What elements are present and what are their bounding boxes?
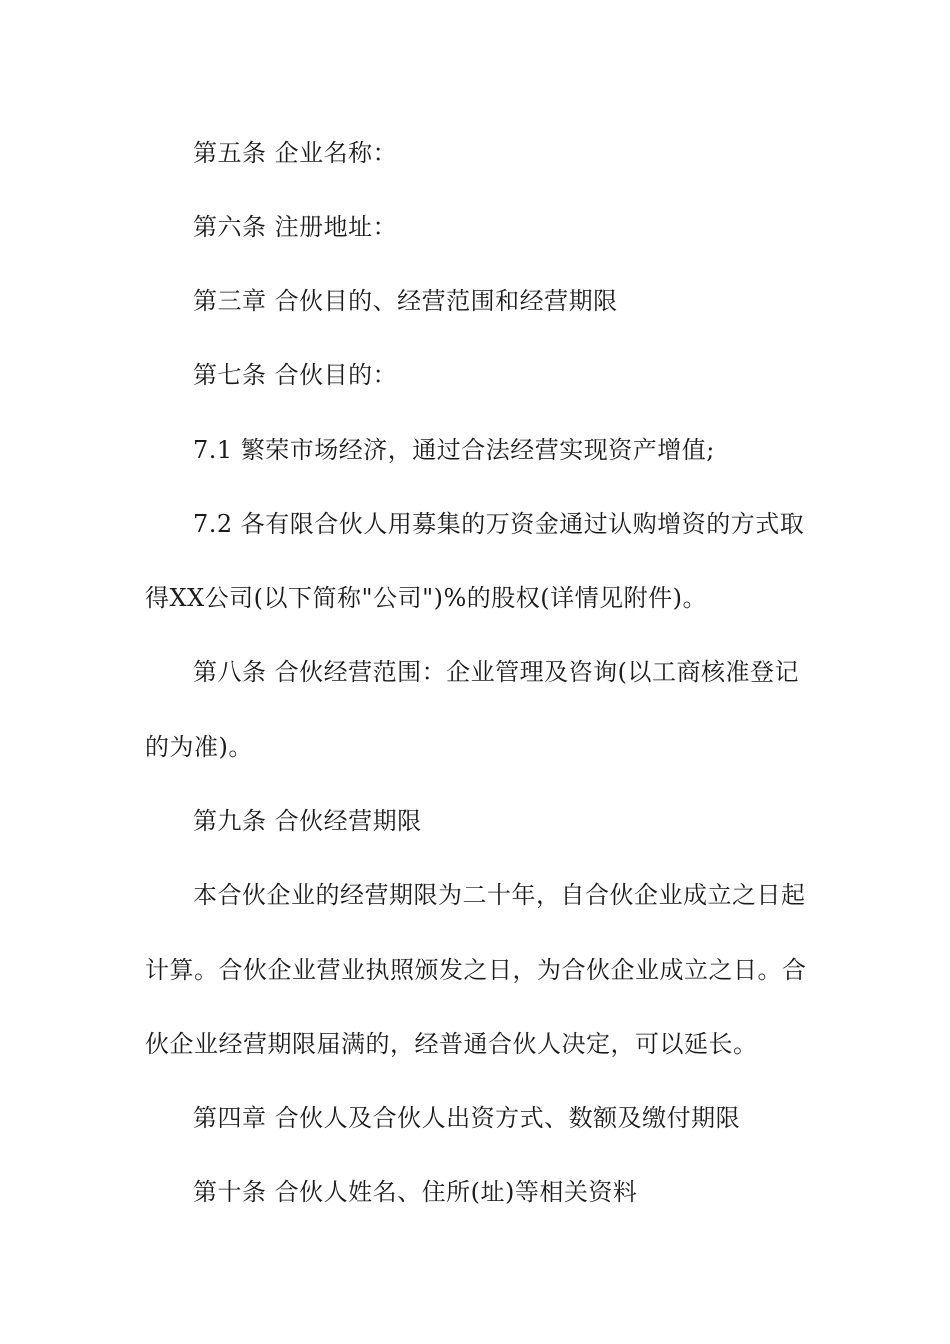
article-9-body-line-3: 伙企业经营期限届满的，经普通合伙人决定，可以延长。 — [145, 1030, 758, 1058]
article-8-line-1: 第八条 合伙经营范围：企业管理及咨询(以工商核准登记 — [193, 658, 799, 686]
article-7-heading: 第七条 合伙目的： — [193, 361, 398, 389]
article-9-body-line-1: 本合伙企业的经营期限为二十年，自合伙企业成立之日起 — [193, 881, 806, 909]
article-8-line-2: 的为准)。 — [145, 733, 253, 761]
chapter-4-heading: 第四章 合伙人及合伙人出资方式、数额及缴付期限 — [193, 1104, 741, 1132]
clause-7-2-line-2: 得XX公司(以下简称"公司")%的股权(详情见附件)。 — [145, 584, 708, 612]
article-9-heading: 第九条 合伙经营期限 — [193, 807, 422, 835]
chapter-3-heading: 第三章 合伙目的、经营范围和经营期限 — [193, 287, 618, 315]
clause-7-2-line-1: 7.2 各有限合伙人用募集的万资金通过认购增资的方式取 — [193, 510, 805, 538]
clause-7-1: 7.1 繁荣市场经济，通过合法经营实现资产增值; — [193, 436, 715, 464]
article-5-heading: 第五条 企业名称： — [193, 139, 398, 167]
article-10-heading: 第十条 合伙人姓名、住所(址)等相关资料 — [193, 1178, 638, 1206]
article-9-body-line-2: 计算。合伙企业营业执照颁发之日，为合伙企业成立之日。合 — [145, 956, 807, 984]
article-6-heading: 第六条 注册地址： — [193, 213, 398, 241]
